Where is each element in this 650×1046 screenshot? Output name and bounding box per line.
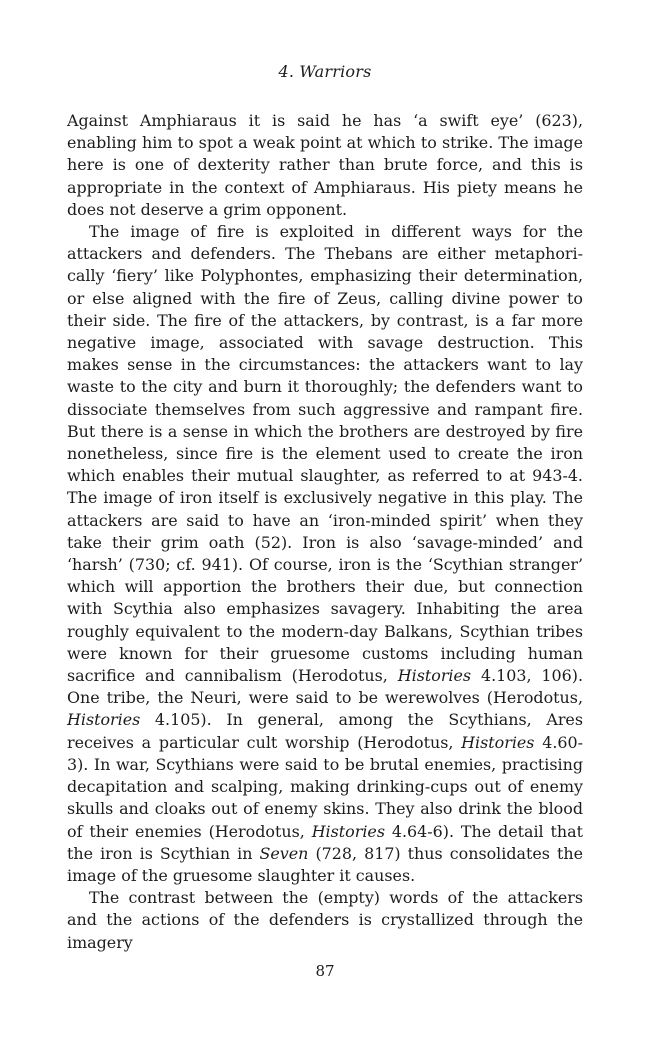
- italic-run: Histories: [311, 821, 385, 841]
- text-run: The image of fire is exploited in different ways for the attackers and defenders. The Thebans are either metaphorically ‘fiery’ like Polyphontes, emphasizing their determination, or else aligned with the fire of Zeus, calling divine power to their side. The fire of the attackers, by contrast, is a far more negative image, associated with savage destruction. This makes sense in the circumstances: the attackers want to lay waste to the city and burn it thoroughly; the defenders want to dissociate themselves from such aggressive and rampant fire. But there is a sense in which the brothers are destroyed by fire nonetheless, since fire is the element used to create the iron which enables their mutual slaughter, as referred to at 943-4. The image of iron itself is exclusively negative in this play. The attackers are said to have an ‘iron-minded spirit’ when they take their grim oath (52). Iron is also ‘savage-minded’ and ‘harsh’ (730; cf. 941). Of course, iron is the ‘Scythian stranger’ which will apportion the brothers their due, but connection with Scythia also emphasizes savagery. Inhabiting the area roughly equivalent to the modern-day Balkans, Scythian tribes were known for their gruesome customs including human sacrifice and cannibalism (Herodotus,: [67, 222, 583, 686]
- page-number: 87: [315, 962, 335, 980]
- paragraph-3: [67, 887, 583, 954]
- body-text: [67, 110, 583, 954]
- text-run: 4.103, 106). One tribe, the Neuri, were said to be werewolves (Herodotus,: [67, 666, 583, 708]
- text-run: (728, 817) thus consolidates the image of the gruesome slaughter it causes.: [67, 843, 583, 885]
- text-run: 4.105). In general, among the Scythians, Ares receives a particular cult worship (Herodotus,: [67, 710, 583, 752]
- text-run: 4.64-6). The detail that the iron is Scythian in: [67, 821, 584, 863]
- text-run: Against Amphiaraus it is said he has ‘a swift eye’ (623), enabling him to spot a weak point at which to strike. The image here is one of dexterity rather than brute force, and this is appropriate in the context of Amphiaraus. His piety means he does not deserve a grim opponent.: [67, 111, 583, 219]
- text-run: 4.60-3). In war, Scythians were said to be brutal enemies, practising decapitation and scalping, making drinking-cups out of enemy skulls and cloaks out of enemy skins. They also drink the blood of their enemies (Herodotus,: [67, 732, 583, 841]
- running-head: 4. Warriors: [278, 62, 372, 81]
- text-run: The contrast between the (empty) words of the attackers and the actions of the defenders is crystallized through the imagery: [67, 888, 583, 952]
- paragraph-1: [67, 110, 583, 221]
- italic-run: Seven: [259, 843, 309, 863]
- italic-run: Histories: [397, 666, 472, 686]
- paragraph-2: [67, 221, 583, 887]
- italic-run: Histories: [461, 732, 535, 752]
- italic-run: Histories: [67, 710, 141, 730]
